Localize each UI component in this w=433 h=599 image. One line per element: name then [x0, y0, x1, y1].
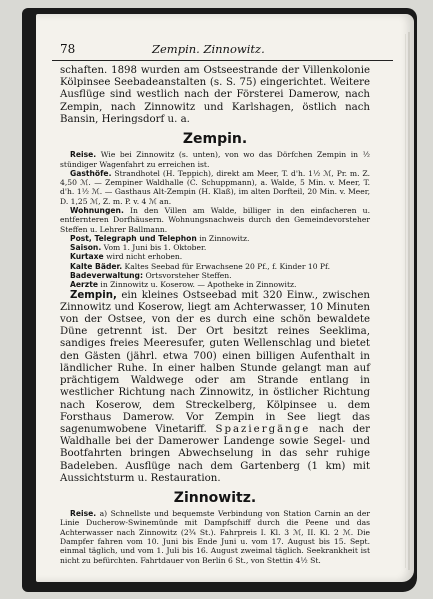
- gasthoefe-text: Strandhotel (H. Teppich), direkt am Meer, T. d'h. 1½ ℳ, Pr. m. Z. 4,50 ℳ. — Zempiner Waldhalle (C. Schuppmann), a. Walde, 5 Min. v. Meer, T. d'h. 1½ ℳ. — Gasthaus Alt-Zempin (H. Klaß), im alten Dorfteil, 20 Min. v. Meer, D. 1,25 ℳ, Z. m. P. v. 4 ℳ an.: [60, 168, 370, 206]
- page-number: 78: [60, 42, 76, 56]
- header-rule: [52, 60, 393, 61]
- zinnowitz-reise: [60, 509, 370, 565]
- badeverwaltung-text: Ortsvorsteher Steffen.: [145, 271, 232, 281]
- kurtaxe-label: Kurtaxe: [70, 252, 104, 262]
- intro-paragraph: schaften. 1898 wurden am Ostseestrande der Villenkolonie Kölpinsee Seebadeanstalten (s. S. 75) eingerichtet. Weitere Ausflüge sind westlich nach der Försterei Damerow, nach Zempin, nach Zinnowitz und Karlshagen, östlich nach Bansin, Heringsdorf u. a.: [60, 65, 370, 125]
- post-label: Post, Telegraph und Telephon: [70, 233, 197, 243]
- reise-text: Wie bei Zinnowitz (s. unten), von wo das Dörfchen Zempin in ½ stündiger Wagenfahrt zu erreichen ist.: [60, 150, 370, 169]
- page-edge: [408, 32, 410, 570]
- saison-label: Saison.: [70, 243, 102, 253]
- kurtaxe-text: wird nicht erhoben.: [106, 252, 183, 262]
- wohnungen-label: Wohnungen.: [70, 206, 124, 215]
- kalte-text: Kaltes Seebad für Erwachsene 20 Pf., f. Kinder 10 Pf.: [124, 261, 330, 271]
- zempin-reise: [60, 150, 370, 169]
- aerzte-text: in Zinnowitz u. Koserow. — Apotheke in Zinnowitz.: [100, 280, 297, 290]
- page-header: [52, 42, 393, 60]
- zinnowitz-reise-label: Reise.: [70, 509, 97, 519]
- reise-label: Reise.: [70, 150, 97, 160]
- zempin-body: [60, 290, 370, 485]
- zempin-kurtaxe: [60, 252, 370, 261]
- wohnungen-text: In den Villen am Walde, billiger in den einfacheren u. entfernteren Dorfhäusern. Wohnungsnachweis durch den Gemeindevorsteher Steffen u. Lehrer Ballmann.: [60, 206, 370, 234]
- badeverwaltung-label: Badeverwaltung:: [70, 271, 144, 281]
- kalte-label: Kalte Bäder.: [70, 261, 123, 271]
- zempin-body-end: nach der Waldhalle bei der Damerower Landenge sowie Segel- und Bootfahrten bringen Abwechselung in das sehr ruhige Badeleben. Ausflüge nach dem Gartenberg (1 km) mit Aussichtsturm u. Restauration.: [60, 423, 370, 484]
- aerzte-label: Aerzte: [70, 280, 98, 290]
- page-edge-inner: [405, 34, 406, 568]
- section-title-zempin: Zempin.: [182, 131, 248, 148]
- zinnowitz-reise-text: a) Schnellste und bequemste Verbindung von Station Carnin an der Linie Ducherow-Swinemünde mit Dampfschiff durch die Peene und das Achterwasser nach Zinnowitz (2¾ St.). Fahrpreis I. Kl. 3 ℳ, II. Kl. 2 ℳ. Die Dampfer fahren vom 10. Juni bis Ende Juni u. vom 17. August bis 15. Sept. einmal täglich, und vom 1. Juli bis 16. August zweimal täglich. Seekrankheit ist nicht zu befürchten. Fahrtdauer von Berlin 6 St., von Stettin 4½ St.: [60, 509, 370, 565]
- gasthoefe-label: Gasthöfe.: [70, 168, 112, 178]
- section-title-zinnowitz: Zinnowitz.: [173, 489, 257, 506]
- zempin-badeverwaltung: [60, 271, 370, 280]
- zempin-saison: [60, 243, 370, 252]
- saison-text: Vom 1. Juni bis 1. Oktober.: [103, 243, 207, 253]
- spaziergaenge-spaced: Spaziergänge: [215, 423, 311, 435]
- post-text: in Zinnowitz.: [199, 233, 250, 243]
- zempin-body-text: ein kleines Ostseebad mit 320 Einw., zwischen Zinnowitz und Koserow, liegt am Achterwasser, 10 Minuten von der Ostsee, von der es durch eine schön bewaldete Düne getrennt ist. Der Ort besitzt reines Seeklima, sandiges freies Meeresufer, guten Wellenschlag und bietet den Gästen (jährl. etwa 700) einen billigen Aufenthalt in ländlicher Ruhe. In einer halben Stunde gelangt man auf prächtigem Waldwege oder am Strande entlang in westlicher Richtung nach Zinnowitz, in östlicher Richtung nach Koserow, dem Streckelberg, Kölpinsee u. dem Forsthaus Damerow. Vor Zempin in See liegt das sagenumwobene Vinetariff.: [60, 289, 370, 435]
- page-content: [60, 65, 370, 565]
- zempin-body-label: Zempin,: [70, 289, 117, 301]
- zempin-aerzte: [60, 280, 370, 289]
- zempin-gasthoefe: [60, 169, 370, 206]
- zempin-post: [60, 234, 370, 243]
- zempin-wohnungen: [60, 206, 370, 234]
- zempin-kalte-baeder: [60, 262, 370, 271]
- running-head: Zempin. Zinnowitz.: [152, 42, 265, 56]
